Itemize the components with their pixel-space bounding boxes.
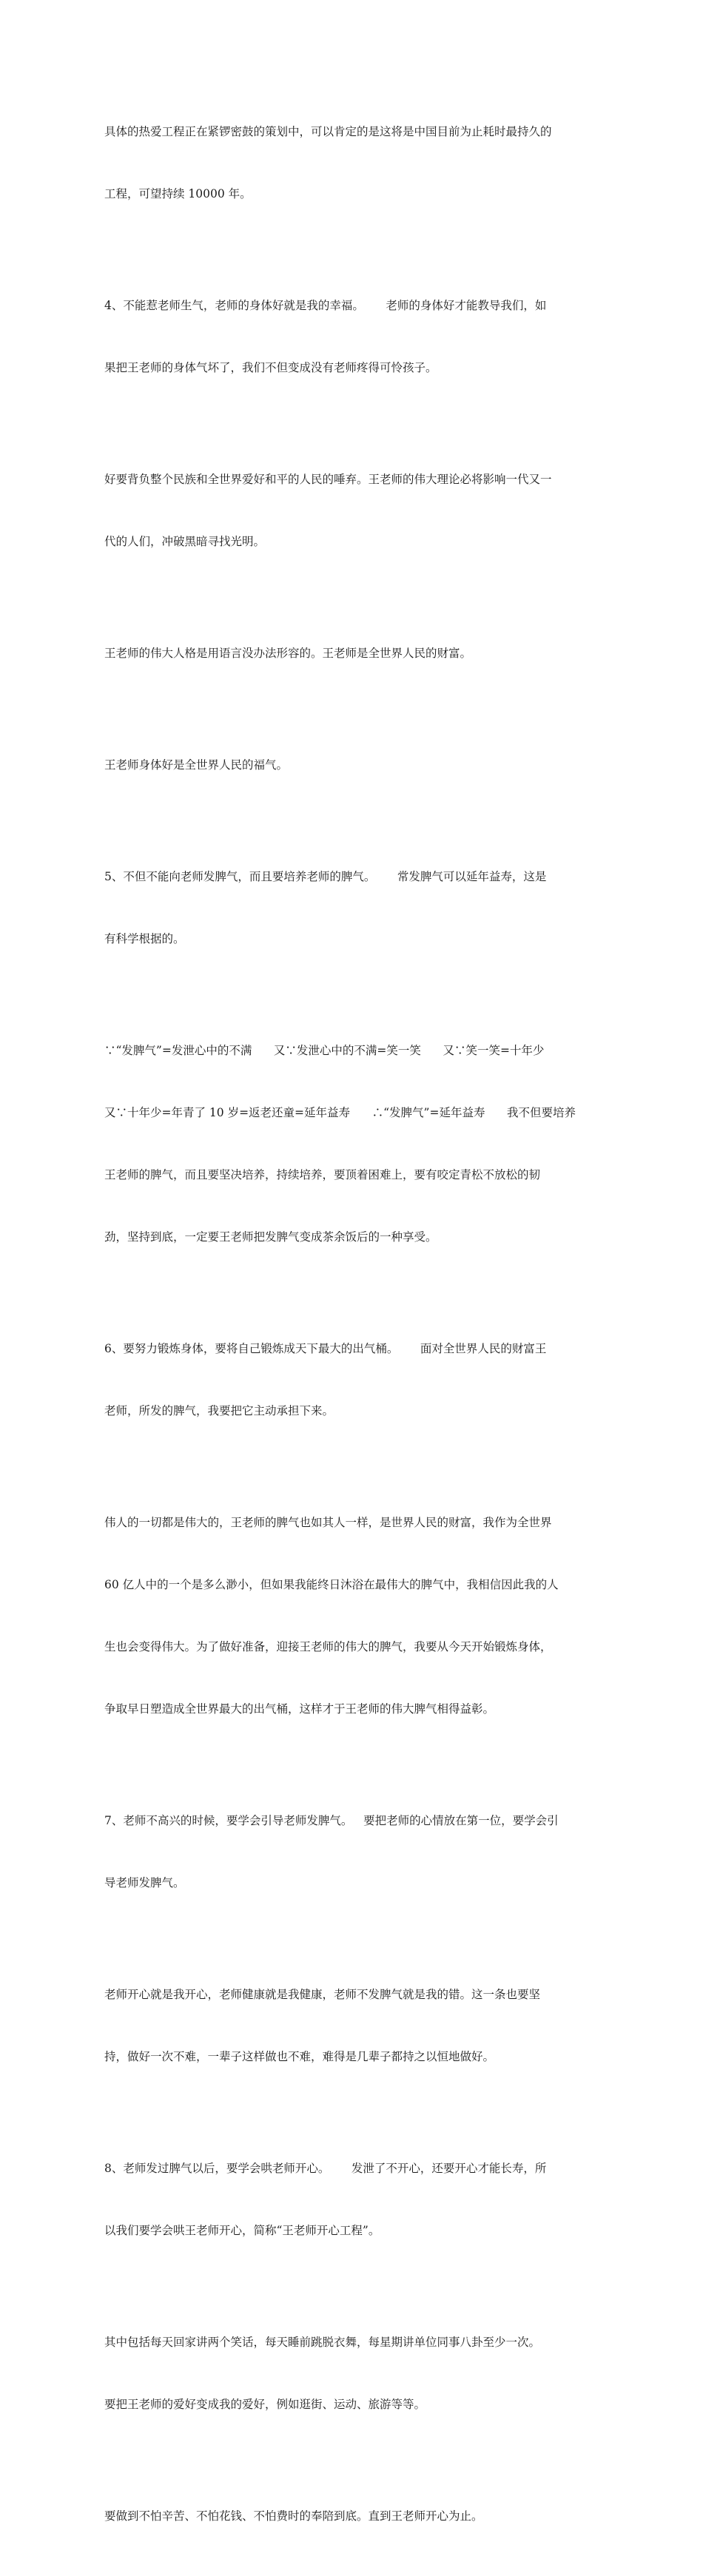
text-line: 要把王老师的爱好变成我的爱好，例如逛街、运动、旅游等等。 <box>104 2398 426 2411</box>
text-line: 8、老师发过脾气以后，要学会哄老师开心。 发泄了不开心，还要开心才能长寿，所 <box>104 2162 547 2175</box>
text-line: 老师开心就是我开心，老师健康就是我健康，老师不发脾气就是我的错。这一条也要坚 <box>104 1988 541 2001</box>
paragraph <box>104 999 602 1289</box>
text-line: 代的人们，冲破黑暗寻找光明。 <box>104 535 266 548</box>
document-page <box>104 80 602 2576</box>
paragraph <box>104 254 602 419</box>
text-line: 又∵十年少=年青了 10 岁=返老还童=延年益寿 ∴“发脾气”=延年益寿 我不但要培养 <box>104 1106 576 1119</box>
text-line: 以我们要学会哄王老师开心，简称“王老师开心工程”。 <box>104 2224 380 2237</box>
text-line: 导老师发脾气。 <box>104 1876 185 1889</box>
text-line: 其中包括每天回家讲两个笑话，每天睡前跳脱衣舞，每星期讲单位同事八卦至少一次。 <box>104 2336 541 2349</box>
text-line: 王老师的伟大人格是用语言没办法形容的。王老师是全世界人民的财富。 <box>104 647 472 660</box>
paragraph <box>104 1769 602 1935</box>
paragraph <box>104 2290 602 2456</box>
paragraph <box>104 1471 602 1761</box>
text-line: 有科学根据的。 <box>104 932 185 945</box>
paragraph <box>104 825 602 991</box>
text-line: 老师，所发的脾气，我要把它主动承担下来。 <box>104 1404 334 1417</box>
text-line: 争取早日塑造成全世界最大的出气桶，这样才于王老师的伟大脾气相得益彰。 <box>104 1702 495 1716</box>
text-line: 生也会变得伟大。为了做好准备，迎接王老师的伟大的脾气，我要从今天开始锻炼身体， <box>104 1640 552 1653</box>
text-line: 4、不能惹老师生气，老师的身体好就是我的幸福。 老师的身体好才能教导我们，如 <box>104 299 547 312</box>
text-line: 6、要努力锻炼身体，要将自己锻炼成天下最大的出气桶。 面对全世界人民的财富王 <box>104 1342 547 1355</box>
text-line: 伟人的一切都是伟大的，王老师的脾气也如其人一样，是世界人民的财富，我作为全世界 <box>104 1516 552 1529</box>
paragraph <box>104 80 602 246</box>
text-line: 60 亿人中的一个是多么渺小，但如果我能终日沐浴在最伟大的脾气中，我相信因此我的人 <box>104 1578 559 1591</box>
text-line: 持，做好一次不难，一辈子这样做也不难，难得是几辈子都持之以恒地做好。 <box>104 2050 495 2063</box>
text-line: 7、老师不高兴的时候，要学会引导老师发脾气。 要把老师的心情放在第一位，要学会引 <box>104 1814 559 1827</box>
paragraph <box>104 2117 602 2282</box>
text-line: 5、不但不能向老师发脾气，而且要培养老师的脾气。 常发脾气可以延年益寿，这是 <box>104 870 547 883</box>
paragraph <box>104 601 602 705</box>
text-line: 要做到不怕辛苦、不怕花钱、不怕费时的奉陪到底。直到王老师开心为止。 <box>104 2509 483 2523</box>
text-line: 工程，可望持续 10000 年。 <box>104 187 252 200</box>
text-line: 果把王老师的身体气坏了，我们不但变成没有老师疼得可怜孩子。 <box>104 361 437 374</box>
paragraph <box>104 713 602 817</box>
paragraph <box>104 1943 602 2108</box>
text-line: 劲，坚持到底，一定要王老师把发脾气变成茶余饭后的一种享受。 <box>104 1230 437 1244</box>
text-line: 王老师的脾气，而且要坚决培养，持续培养，要顶着困难上，要有咬定青松不放松的韧 <box>104 1168 541 1181</box>
text-line: 好要背负整个民族和全世界爱好和平的人民的唾弃。王老师的伟大理论必将影响一代又一 <box>104 473 552 486</box>
text-line: ∵“发脾气”=发泄心中的不满 又∵发泄心中的不满=笑一笑 又∵笑一笑=十年少 <box>104 1044 545 1057</box>
text-line: 具体的热爱工程正在紧锣密鼓的策划中，可以肯定的是这将是中国目前为止耗时最持久的 <box>104 125 552 138</box>
paragraph <box>104 1297 602 1463</box>
text-line: 王老师身体好是全世界人民的福气。 <box>104 758 289 772</box>
paragraph <box>104 2464 602 2568</box>
paragraph <box>104 428 602 593</box>
